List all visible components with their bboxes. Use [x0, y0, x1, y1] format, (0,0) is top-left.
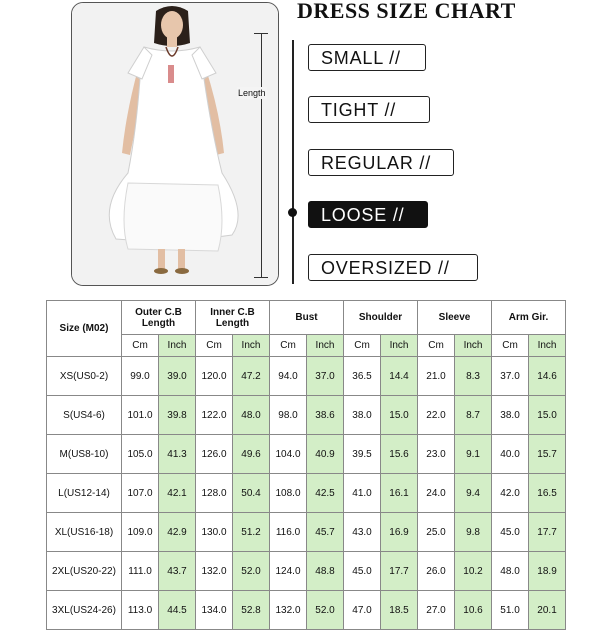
cm-value-cell: 120.0	[196, 357, 233, 396]
cm-value-cell: 25.0	[418, 513, 455, 552]
fit-option-oversized: OVERSIZED //	[308, 254, 478, 281]
cm-value-cell: 126.0	[196, 435, 233, 474]
cm-value-cell: 130.0	[196, 513, 233, 552]
cm-value-cell: 39.5	[344, 435, 381, 474]
table-row	[47, 474, 566, 513]
size-label: M(US8-10)	[47, 435, 122, 474]
inch-value-cell: 14.6	[529, 357, 566, 396]
cm-value-cell: 40.0	[492, 435, 529, 474]
cm-value-cell: 134.0	[196, 591, 233, 630]
cm-value-cell: 24.0	[418, 474, 455, 513]
cm-value-cell: 51.0	[492, 591, 529, 630]
inch-value-cell: 9.4	[455, 474, 492, 513]
cm-value-cell: 38.0	[492, 396, 529, 435]
inch-value-cell: 39.8	[159, 396, 196, 435]
inch-value-cell: 16.5	[529, 474, 566, 513]
table-row	[47, 357, 566, 396]
cm-value-cell: 109.0	[122, 513, 159, 552]
inch-value-cell: 15.6	[381, 435, 418, 474]
unit-cm: Cm	[418, 335, 455, 357]
cm-value-cell: 41.0	[344, 474, 381, 513]
cm-value-cell: 116.0	[270, 513, 307, 552]
inch-value-cell: 15.0	[529, 396, 566, 435]
unit-cm: Cm	[344, 335, 381, 357]
fit-option-tight: TIGHT //	[308, 96, 430, 123]
unit-inch: Inch	[233, 335, 270, 357]
unit-cm: Cm	[196, 335, 233, 357]
column-header-bust: Bust	[270, 301, 344, 335]
cm-value-cell: 36.5	[344, 357, 381, 396]
cm-value-cell: 43.0	[344, 513, 381, 552]
inch-value-cell: 48.8	[307, 552, 344, 591]
inch-value-cell: 43.7	[159, 552, 196, 591]
cm-value-cell: 21.0	[418, 357, 455, 396]
column-header-arm-girth: Arm Gir.	[492, 301, 566, 335]
inch-value-cell: 52.0	[233, 552, 270, 591]
inch-value-cell: 52.8	[233, 591, 270, 630]
fit-scale-rail	[292, 40, 294, 284]
size-label: XS(US0-2)	[47, 357, 122, 396]
inch-value-cell: 39.0	[159, 357, 196, 396]
column-header-outer-cb-length: Outer C.B Length	[122, 301, 196, 335]
size-header: Size (M02)	[47, 301, 122, 357]
inch-value-cell: 15.7	[529, 435, 566, 474]
cm-value-cell: 47.0	[344, 591, 381, 630]
inch-value-cell: 37.0	[307, 357, 344, 396]
table-row	[47, 396, 566, 435]
inch-value-cell: 18.5	[381, 591, 418, 630]
inch-value-cell: 42.5	[307, 474, 344, 513]
column-header-shoulder: Shoulder	[344, 301, 418, 335]
inch-value-cell: 20.1	[529, 591, 566, 630]
cm-value-cell: 42.0	[492, 474, 529, 513]
size-label: S(US4-6)	[47, 396, 122, 435]
cm-value-cell: 111.0	[122, 552, 159, 591]
inch-value-cell: 10.6	[455, 591, 492, 630]
unit-cm: Cm	[270, 335, 307, 357]
table-row	[47, 435, 566, 474]
size-table	[46, 300, 566, 630]
cm-value-cell: 124.0	[270, 552, 307, 591]
product-photo	[71, 2, 279, 286]
fit-option-small: SMALL //	[308, 44, 426, 71]
length-tick-bottom	[254, 277, 268, 278]
inch-value-cell: 51.2	[233, 513, 270, 552]
cm-value-cell: 122.0	[196, 396, 233, 435]
cm-value-cell: 38.0	[344, 396, 381, 435]
unit-inch: Inch	[159, 335, 196, 357]
cm-value-cell: 45.0	[344, 552, 381, 591]
table-row	[47, 513, 566, 552]
cm-value-cell: 23.0	[418, 435, 455, 474]
unit-header-row	[47, 335, 566, 357]
inch-value-cell: 16.1	[381, 474, 418, 513]
size-table-body	[47, 357, 566, 630]
inch-value-cell: 15.0	[381, 396, 418, 435]
length-label: Length	[238, 88, 266, 98]
cm-value-cell: 132.0	[270, 591, 307, 630]
cm-value-cell: 94.0	[270, 357, 307, 396]
inch-value-cell: 18.9	[529, 552, 566, 591]
inch-value-cell: 50.4	[233, 474, 270, 513]
inch-value-cell: 49.6	[233, 435, 270, 474]
inch-value-cell: 41.3	[159, 435, 196, 474]
unit-inch: Inch	[529, 335, 566, 357]
fit-option-loose: LOOSE //	[308, 201, 428, 228]
inch-value-cell: 40.9	[307, 435, 344, 474]
cm-value-cell: 48.0	[492, 552, 529, 591]
inch-value-cell: 14.4	[381, 357, 418, 396]
cm-value-cell: 37.0	[492, 357, 529, 396]
dress-illustration	[72, 3, 278, 285]
cm-value-cell: 101.0	[122, 396, 159, 435]
cm-value-cell: 132.0	[196, 552, 233, 591]
cm-value-cell: 113.0	[122, 591, 159, 630]
inch-value-cell: 42.9	[159, 513, 196, 552]
length-tick-top	[254, 33, 268, 34]
size-label: 3XL(US24-26)	[47, 591, 122, 630]
cm-value-cell: 99.0	[122, 357, 159, 396]
cm-value-cell: 108.0	[270, 474, 307, 513]
inch-value-cell: 17.7	[381, 552, 418, 591]
size-label: L(US12-14)	[47, 474, 122, 513]
fit-option-regular: REGULAR //	[308, 149, 454, 176]
inch-value-cell: 9.8	[455, 513, 492, 552]
cm-value-cell: 105.0	[122, 435, 159, 474]
unit-inch: Inch	[307, 335, 344, 357]
page-title: DRESS SIZE CHART	[297, 0, 516, 23]
table-row	[47, 552, 566, 591]
table-row	[47, 591, 566, 630]
inch-value-cell: 9.1	[455, 435, 492, 474]
inch-value-cell: 45.7	[307, 513, 344, 552]
inch-value-cell: 52.0	[307, 591, 344, 630]
fit-selected-marker	[288, 208, 297, 217]
inch-value-cell: 10.2	[455, 552, 492, 591]
inch-value-cell: 48.0	[233, 396, 270, 435]
length-indicator-line	[261, 33, 262, 277]
inch-value-cell: 17.7	[529, 513, 566, 552]
cm-value-cell: 26.0	[418, 552, 455, 591]
cm-value-cell: 27.0	[418, 591, 455, 630]
inch-value-cell: 16.9	[381, 513, 418, 552]
inch-value-cell: 38.6	[307, 396, 344, 435]
cm-value-cell: 22.0	[418, 396, 455, 435]
inch-value-cell: 44.5	[159, 591, 196, 630]
inch-value-cell: 8.3	[455, 357, 492, 396]
inch-value-cell: 47.2	[233, 357, 270, 396]
cm-value-cell: 107.0	[122, 474, 159, 513]
inch-value-cell: 42.1	[159, 474, 196, 513]
cm-value-cell: 128.0	[196, 474, 233, 513]
inch-value-cell: 8.7	[455, 396, 492, 435]
table-header-row	[47, 301, 566, 335]
cm-value-cell: 98.0	[270, 396, 307, 435]
unit-cm: Cm	[122, 335, 159, 357]
unit-inch: Inch	[455, 335, 492, 357]
unit-cm: Cm	[492, 335, 529, 357]
cm-value-cell: 45.0	[492, 513, 529, 552]
column-header-sleeve: Sleeve	[418, 301, 492, 335]
cm-value-cell: 104.0	[270, 435, 307, 474]
size-label: XL(US16-18)	[47, 513, 122, 552]
column-header-inner-cb-length: Inner C.B Length	[196, 301, 270, 335]
unit-inch: Inch	[381, 335, 418, 357]
size-label: 2XL(US20-22)	[47, 552, 122, 591]
